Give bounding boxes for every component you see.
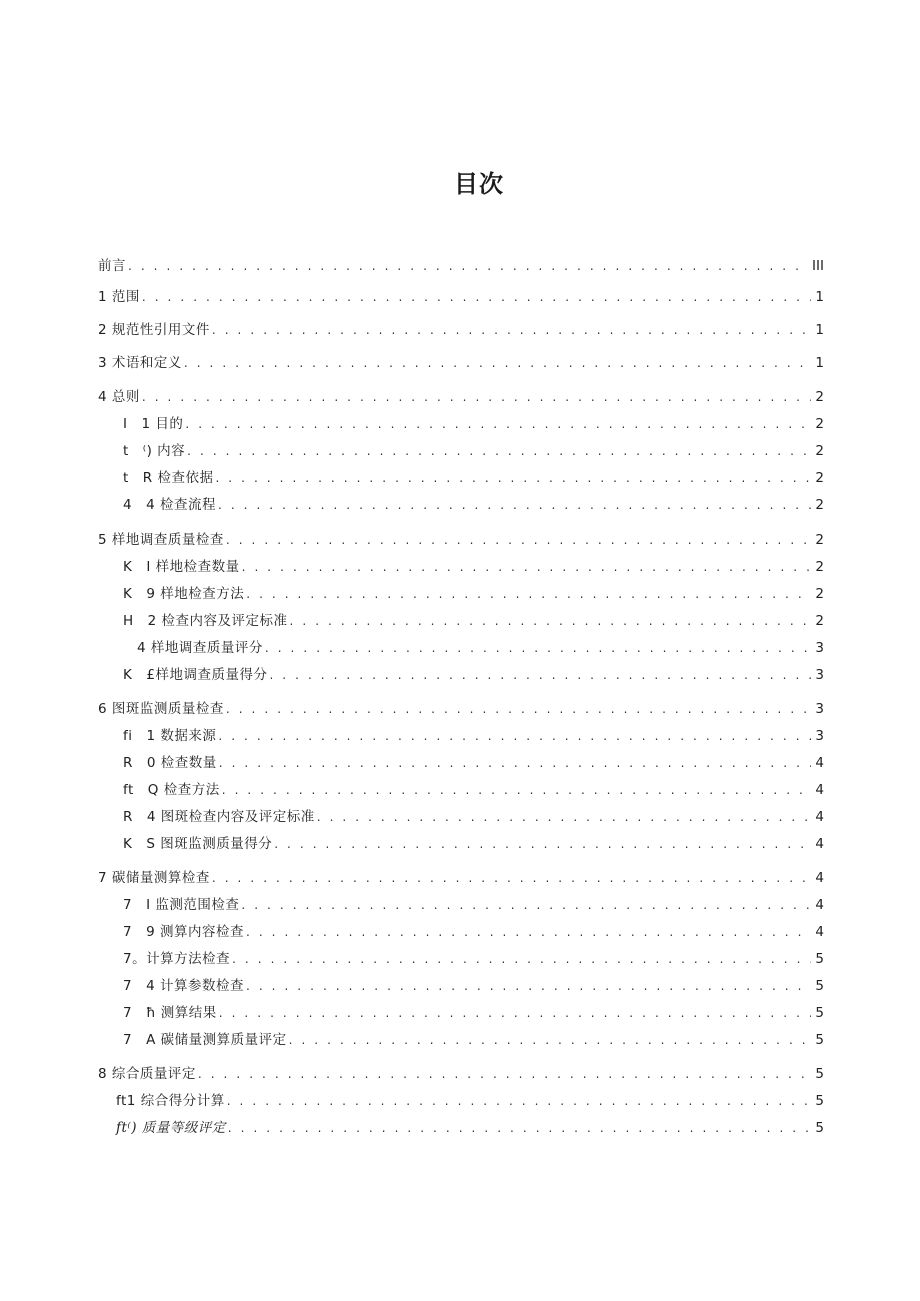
toc-entry[interactable] <box>98 584 824 604</box>
toc-leader-dots <box>226 530 811 550</box>
toc-entry-label: ft Q 检查方法 <box>123 782 220 798</box>
toc-entry-label: 4 4 检查流程 <box>123 497 216 513</box>
toc-page-number: 2 <box>815 470 824 486</box>
toc-entry-label: 2 规范性引用文件 <box>98 322 210 338</box>
toc-leader-dots <box>227 1091 811 1111</box>
toc-entry[interactable] <box>98 753 824 773</box>
toc-entry[interactable] <box>98 949 824 969</box>
toc-entry[interactable] <box>98 834 824 854</box>
toc-page-number: 3 <box>815 728 824 744</box>
toc-entry[interactable] <box>98 665 824 685</box>
toc-leader-dots <box>265 638 811 658</box>
toc-page-number: 4 <box>815 897 824 913</box>
toc-leader-dots <box>317 807 811 827</box>
toc-page-number: 2 <box>815 443 824 459</box>
toc-entry[interactable] <box>98 320 824 340</box>
toc-entry[interactable] <box>98 287 824 307</box>
toc-entry-label: 4 样地调查质量评分 <box>123 640 263 656</box>
toc-entry-label: H 2 检查内容及评定标准 <box>123 613 288 629</box>
toc-leader-dots <box>142 387 811 407</box>
toc-leader-dots <box>241 895 811 915</box>
toc-entry[interactable] <box>98 441 824 461</box>
toc-entry[interactable] <box>98 780 824 800</box>
toc-leader-dots <box>222 780 811 800</box>
toc-entry-label: 7 A 碳储量测算质量评定 <box>123 1032 287 1048</box>
toc-entry[interactable] <box>98 922 824 942</box>
toc-page-number: 4 <box>815 809 824 825</box>
toc-entry-label: 7 碳储量测算检查 <box>98 870 210 886</box>
toc-entry-label: 4 总则 <box>98 389 140 405</box>
toc-page-number: 2 <box>815 613 824 629</box>
toc-entry[interactable] <box>98 530 824 550</box>
toc-entry-label: 7 ħ 测算结果 <box>123 1005 217 1021</box>
toc-leader-dots <box>212 868 811 888</box>
toc-page-number: 5 <box>815 1093 824 1109</box>
toc-leader-dots <box>290 611 811 631</box>
toc-entry[interactable] <box>98 868 824 888</box>
toc-leader-dots <box>242 557 811 577</box>
toc-leader-dots <box>212 320 811 340</box>
toc-entry[interactable] <box>98 611 824 631</box>
toc-entry-label: ft⁽) 质量等级评定 <box>116 1120 226 1136</box>
toc-leader-dots <box>228 1118 811 1138</box>
toc-page-number: 1 <box>815 322 824 338</box>
toc-entry-label: 6 图斑监测质量检查 <box>98 701 224 717</box>
toc-entry[interactable] <box>98 495 824 515</box>
toc-entry-label: fi 1 数据来源 <box>123 728 217 744</box>
toc-leader-dots <box>219 1003 811 1023</box>
toc-entry-label: ft1 综合得分计算 <box>116 1093 225 1109</box>
toc-page-number: 2 <box>815 532 824 548</box>
page-title: 目次 <box>454 170 504 198</box>
toc-entry[interactable] <box>98 1064 824 1084</box>
toc-entry[interactable] <box>98 638 824 658</box>
toc-page-number: 4 <box>815 755 824 771</box>
toc-entry-label: K £样地调查质量得分 <box>123 667 268 683</box>
toc-page-number: 4 <box>815 924 824 940</box>
toc-entry[interactable] <box>98 895 824 915</box>
toc-entry[interactable] <box>98 1091 824 1111</box>
toc-entry-label: I 1 目的 <box>123 416 184 432</box>
toc-page-number: 5 <box>815 1005 824 1021</box>
toc-leader-dots <box>274 834 811 854</box>
toc-leader-dots <box>184 353 811 373</box>
toc-leader-dots <box>215 468 811 488</box>
toc-entry[interactable] <box>98 976 824 996</box>
toc-page-number: 1 <box>815 355 824 371</box>
toc-page-number: 2 <box>815 586 824 602</box>
toc-entry-label: 1 范围 <box>98 289 140 305</box>
toc-leader-dots <box>128 256 809 276</box>
toc-page-number: 2 <box>815 389 824 405</box>
toc-page-number: 2 <box>815 559 824 575</box>
toc-leader-dots <box>198 1064 811 1084</box>
toc-entry[interactable] <box>98 726 824 746</box>
toc-entry[interactable] <box>98 256 824 276</box>
toc-entry-label: K I 样地检查数量 <box>123 559 240 575</box>
toc-page-number: 5 <box>815 951 824 967</box>
toc-entry[interactable] <box>98 414 824 434</box>
toc-page-number: 1 <box>815 289 824 305</box>
toc-leader-dots <box>218 495 811 515</box>
toc-leader-dots <box>142 287 811 307</box>
toc-entry-label: t R 检查依据 <box>123 470 214 486</box>
toc-page-number: 4 <box>815 782 824 798</box>
toc-entry-label: 7 9 测算内容检查 <box>123 924 244 940</box>
toc-entry-label: 5 样地调查质量检查 <box>98 532 224 548</box>
toc-entry-label: 7。计算方法检查 <box>123 951 231 967</box>
toc-page-number: III <box>812 258 824 274</box>
toc-leader-dots <box>246 922 811 942</box>
toc-page-number: 2 <box>815 416 824 432</box>
toc-entry-label: 7 4 计算参数检查 <box>123 978 244 994</box>
toc-leader-dots <box>289 1030 811 1050</box>
toc-leader-dots <box>218 726 811 746</box>
toc-page-number: 3 <box>815 640 824 656</box>
toc-entry[interactable] <box>98 557 824 577</box>
toc-page-number: 5 <box>815 1066 824 1082</box>
toc-entry[interactable] <box>98 387 824 407</box>
toc-entry-label: 3 术语和定义 <box>98 355 182 371</box>
toc-leader-dots <box>187 441 811 461</box>
toc-page-number: 5 <box>815 978 824 994</box>
toc-entry[interactable] <box>98 468 824 488</box>
toc-leader-dots <box>219 753 811 773</box>
toc-leader-dots <box>246 584 811 604</box>
toc-entry-label: 7 I 监测范围检查 <box>123 897 240 913</box>
toc-entry-label: 前言 <box>98 258 126 274</box>
toc-entry[interactable] <box>98 1030 824 1050</box>
toc-page-number: 3 <box>815 667 824 683</box>
toc-page-number: 5 <box>815 1032 824 1048</box>
toc-page-number: 2 <box>815 497 824 513</box>
toc-leader-dots <box>226 699 811 719</box>
toc-leader-dots <box>246 976 811 996</box>
toc-entry-label: K 9 样地检查方法 <box>123 586 245 602</box>
toc-entry[interactable] <box>98 1003 824 1023</box>
toc-page-number: 5 <box>815 1120 824 1136</box>
toc-entry[interactable] <box>98 699 824 719</box>
toc-entry-label: R 4 图斑检查内容及评定标准 <box>123 809 315 825</box>
toc-entry-label: t ⁽) 内容 <box>123 443 186 459</box>
toc-leader-dots <box>269 665 811 685</box>
toc-entry[interactable] <box>98 807 824 827</box>
toc-entry[interactable] <box>98 353 824 373</box>
toc-entry[interactable] <box>98 1118 824 1138</box>
toc-leader-dots <box>232 949 811 969</box>
toc-page-number: 4 <box>815 870 824 886</box>
toc-page-number: 4 <box>815 836 824 852</box>
toc-entry-label: R 0 检查数量 <box>123 755 217 771</box>
toc-entry-label: 8 综合质量评定 <box>98 1066 196 1082</box>
toc-page-number: 3 <box>815 701 824 717</box>
toc-entry-label: K S 图斑监测质量得分 <box>123 836 273 852</box>
toc-leader-dots <box>185 414 811 434</box>
